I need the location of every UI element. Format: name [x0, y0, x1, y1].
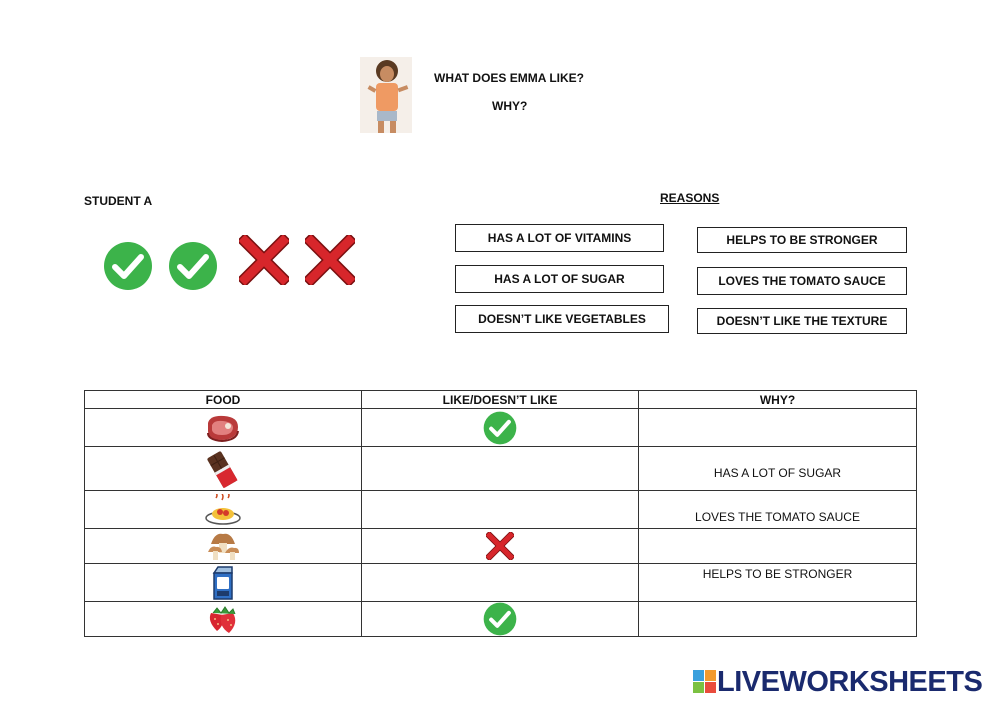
like-cell[interactable] [362, 447, 639, 491]
table-header-row [85, 391, 917, 409]
table-row [85, 491, 917, 529]
why-cell[interactable]: HAS A LOT OF SUGAR [639, 447, 917, 491]
spaghetti-icon [204, 494, 242, 526]
reason-option[interactable]: HAS A LOT OF SUGAR [455, 265, 664, 293]
liveworksheets-logo[interactable] [693, 666, 982, 698]
like-cell[interactable] [362, 491, 639, 529]
check-icon [103, 241, 153, 296]
check-icon [483, 411, 517, 445]
cross-icon [486, 532, 514, 560]
logo-text: LIVEWORKSHEETS [717, 665, 983, 698]
header-food: FOOD [85, 391, 362, 409]
cross-icon [239, 235, 289, 290]
reasons-title: REASONS [660, 191, 720, 205]
food-cell [85, 447, 362, 491]
student-label: STUDENT A [84, 194, 153, 208]
reason-option[interactable]: DOESN’T LIKE VEGETABLES [455, 305, 669, 333]
food-cell [85, 409, 362, 447]
reason-option[interactable]: HAS A LOT OF VITAMINS [455, 224, 664, 252]
header-why: WHY? [639, 391, 917, 409]
table-row [85, 529, 917, 564]
table-row [85, 564, 917, 602]
why-cell[interactable]: HELPS TO BE STRONGER [639, 564, 917, 602]
steak-icon [204, 413, 242, 443]
why-cell[interactable] [639, 602, 917, 637]
why-cell[interactable] [639, 529, 917, 564]
mushroom-icon [205, 530, 241, 562]
page-subtitle: WHY? [492, 99, 528, 113]
why-cell[interactable] [639, 409, 917, 447]
milk-carton-icon [209, 565, 237, 601]
food-cell [85, 491, 362, 529]
like-cell[interactable] [362, 564, 639, 602]
food-cell [85, 602, 362, 637]
girl-photo [360, 57, 412, 133]
logo-mark-icon [693, 670, 717, 694]
food-table [84, 390, 917, 637]
reason-option[interactable]: LOVES THE TOMATO SAUCE [697, 267, 907, 295]
reason-option[interactable]: HELPS TO BE STRONGER [697, 227, 907, 253]
reason-option[interactable]: DOESN’T LIKE THE TEXTURE [697, 308, 907, 334]
why-cell[interactable]: LOVES THE TOMATO SAUCE [639, 491, 917, 529]
check-icon [483, 602, 517, 636]
like-cell[interactable] [362, 409, 639, 447]
table-row [85, 447, 917, 491]
table-row [85, 409, 917, 447]
food-cell [85, 529, 362, 564]
table-row [85, 602, 917, 637]
food-cell [85, 564, 362, 602]
like-cell[interactable] [362, 529, 639, 564]
strawberry-icon [205, 603, 241, 635]
cross-icon [305, 235, 355, 290]
like-cell[interactable] [362, 602, 639, 637]
page-title: WHAT DOES EMMA LIKE? [434, 71, 584, 85]
header-like: LIKE/DOESN’T LIKE [362, 391, 639, 409]
chocolate-icon [203, 450, 243, 488]
check-icon [168, 241, 218, 296]
